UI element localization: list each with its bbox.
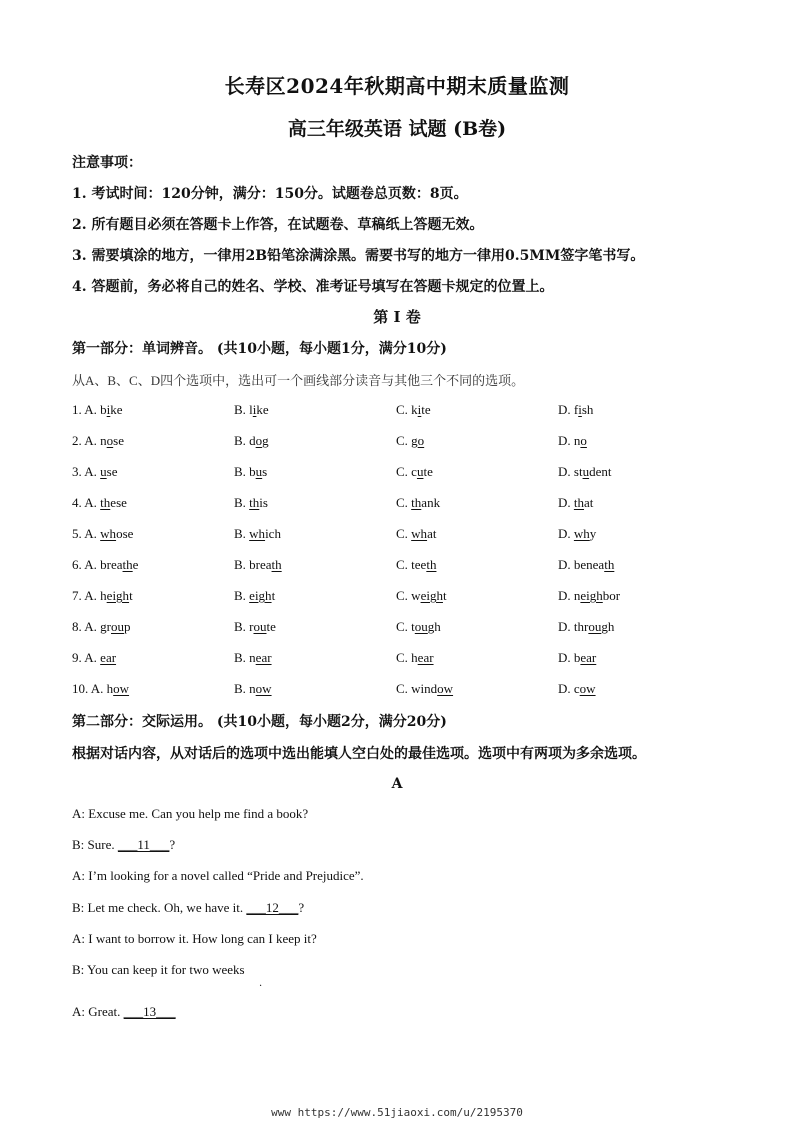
section-label: A [391, 776, 403, 792]
option-c: C. hear [396, 650, 434, 665]
note-item: 3. 需要填涂的地方，一律用2B铅笔涂满涂黑。需要书写的地方一律用0.5MM签字笔书写。 [72, 248, 645, 264]
note-item: 2. 所有题目必须在答题卡上作答，在试题卷、草稿纸上答题无效。 [72, 217, 484, 233]
underlined-letters: th [249, 495, 260, 510]
option-d: D. beneath [558, 557, 615, 572]
part1-title: 第一部分：单词辨音。 (共10小题，每小题1分，满分10分) [72, 341, 447, 357]
underlined-letters: ow [113, 681, 130, 696]
underlined-letters: u [255, 464, 263, 479]
underlined-letters: o [417, 433, 425, 448]
underlined-letters: eigh [420, 588, 443, 603]
question-row [72, 526, 732, 544]
option-b: B. eight [234, 588, 276, 603]
option-b: B. breath [234, 557, 282, 572]
underlined-letters: i [106, 402, 111, 417]
option-a: 8. A. group [72, 619, 131, 634]
question-row [72, 557, 732, 575]
question-row [72, 402, 732, 420]
underlined-letters: wh [411, 526, 428, 541]
underlined-letters: ear [580, 650, 597, 665]
question-row [72, 650, 732, 668]
question-row [72, 588, 732, 606]
option-c: C. window [396, 681, 454, 696]
dialogue-line: B: Sure. ___11___? [72, 837, 176, 852]
underlined-letters: wh [100, 526, 117, 541]
option-b: B. now [234, 681, 272, 696]
underlined-letters: ear [417, 650, 434, 665]
underlined-letters: i [417, 402, 422, 417]
option-d: D. fish [558, 402, 594, 417]
option-d: D. bear [558, 650, 597, 665]
question-row [72, 495, 732, 513]
option-a: 6. A. breathe [72, 557, 139, 572]
underlined-letters: u [416, 464, 424, 479]
underlined-letters: th [271, 557, 282, 572]
part2-instruction: 根据对话内容，从对话后的选项中选出能填人空白处的最佳选项。选项中有两项为多余选项。 [72, 746, 646, 762]
underlined-letters: u [100, 464, 107, 479]
answer-blank: ___11___ [117, 837, 170, 852]
option-a: 10. A. how [72, 681, 130, 696]
underlined-letters: eigh [580, 588, 603, 603]
option-d: D. that [558, 495, 594, 510]
underlined-letters: th [573, 495, 585, 510]
question-row [72, 681, 732, 699]
option-b: B. which [234, 526, 281, 541]
option-d: D. why [558, 526, 597, 541]
underlined-letters: eigh [106, 588, 130, 603]
option-b: B. this [234, 495, 268, 510]
option-a: 4. A. these [72, 495, 127, 510]
footer-watermark-url: www https://www.51jiaoxi.com/u/2195370 [271, 1106, 523, 1119]
option-c: C. what [396, 526, 437, 541]
option-a: 7. A. height [72, 588, 133, 603]
option-d: D. cow [558, 681, 596, 696]
option-d: D. no [558, 433, 587, 448]
option-c: C. kite [396, 402, 431, 417]
option-a: 5. A. whose [72, 526, 134, 541]
underlined-letters: wh [249, 526, 266, 541]
dialogue-line: B: Let me check. Oh, we have it. ___12___? [72, 900, 305, 915]
option-b: B. dog [234, 433, 269, 448]
underlined-letters: ou [414, 619, 428, 634]
underlined-letters: ow [255, 681, 272, 696]
underlined-letters: ow [437, 681, 454, 696]
option-c: C. teeth [396, 557, 437, 572]
underlined-letters: ow [579, 681, 596, 696]
option-a: 1. A. bike [72, 402, 123, 417]
option-b: B. like [234, 402, 269, 417]
note-item: 1. 考试时间：120分钟，满分：150分。试题卷总页数：8页。 [72, 186, 468, 202]
underlined-letters: ou [253, 619, 267, 634]
underlined-letters: th [100, 495, 111, 510]
option-c: C. go [396, 433, 425, 448]
underlined-letters: ou [588, 619, 602, 634]
underlined-letters: o [580, 433, 587, 448]
dialogue-line: A: I’m looking for a novel called “Pride and Prejudice”. [72, 868, 364, 883]
underlined-letters: ou [111, 619, 124, 634]
question-row [72, 433, 732, 451]
underlined-letters: th [411, 495, 422, 510]
option-c: C. thank [396, 495, 441, 510]
exam-subtitle: 高三年级英语 试题 (B卷) [287, 118, 507, 140]
underlined-letters: ear [255, 650, 272, 665]
option-a: 2. A. nose [72, 433, 125, 448]
option-a: 9. A. ear [72, 650, 117, 665]
underlined-letters: i [578, 402, 582, 417]
question-row [72, 464, 732, 482]
option-b: B. route [234, 619, 276, 634]
option-d: D. through [558, 619, 615, 634]
option-d: D. student [558, 464, 612, 479]
option-c: C. tough [396, 619, 441, 634]
dialogue-line: A: Great. ___13___ [72, 1004, 176, 1019]
dialogue-line: A: I want to borrow it. How long can I keep it? [72, 931, 317, 946]
underlined-letters: th [122, 557, 133, 572]
option-b: B. bus [234, 464, 268, 479]
answer-blank: ___13___ [123, 1004, 176, 1019]
part2-title: 第二部分：交际运用。 (共10小题，每小题2分，满分20分) [72, 714, 447, 730]
stray-dot: . [259, 978, 263, 989]
answer-blank: ___12___ [246, 900, 299, 915]
underlined-letters: ear [100, 650, 117, 665]
volume-title: 第 Ⅰ 卷 [373, 308, 421, 326]
option-d: D. neighbor [558, 588, 621, 603]
underlined-letters: i [252, 402, 257, 417]
notes-heading: 注意事项： [72, 155, 142, 171]
note-item: 4. 答题前，务必将自己的姓名、学校、准考证号填写在答题卡规定的位置上。 [72, 279, 554, 295]
underlined-letters: o [255, 433, 263, 448]
underlined-letters: o [106, 433, 114, 448]
underlined-letters: wh [573, 526, 590, 541]
underlined-letters: th [604, 557, 615, 572]
option-c: C. weight [396, 588, 447, 603]
option-a: 3. A. use [72, 464, 118, 479]
underlined-letters: eigh [249, 588, 272, 603]
dialogue-line: B: You can keep it for two weeks [72, 962, 245, 977]
dialogue-line: A: Excuse me. Can you help me find a book? [72, 806, 309, 821]
exam-title: 长寿区2024年秋期高中期末质量监测 [224, 74, 570, 98]
option-c: C. cute [396, 464, 433, 479]
underlined-letters: th [426, 557, 437, 572]
underlined-letters: u [582, 464, 590, 479]
question-row [72, 619, 732, 637]
part1-instruction: 从A、B、C、D四个选项中，选出可一个画线部分读音与其他三个不同的选项。 [72, 373, 525, 388]
option-b: B. near [234, 650, 272, 665]
